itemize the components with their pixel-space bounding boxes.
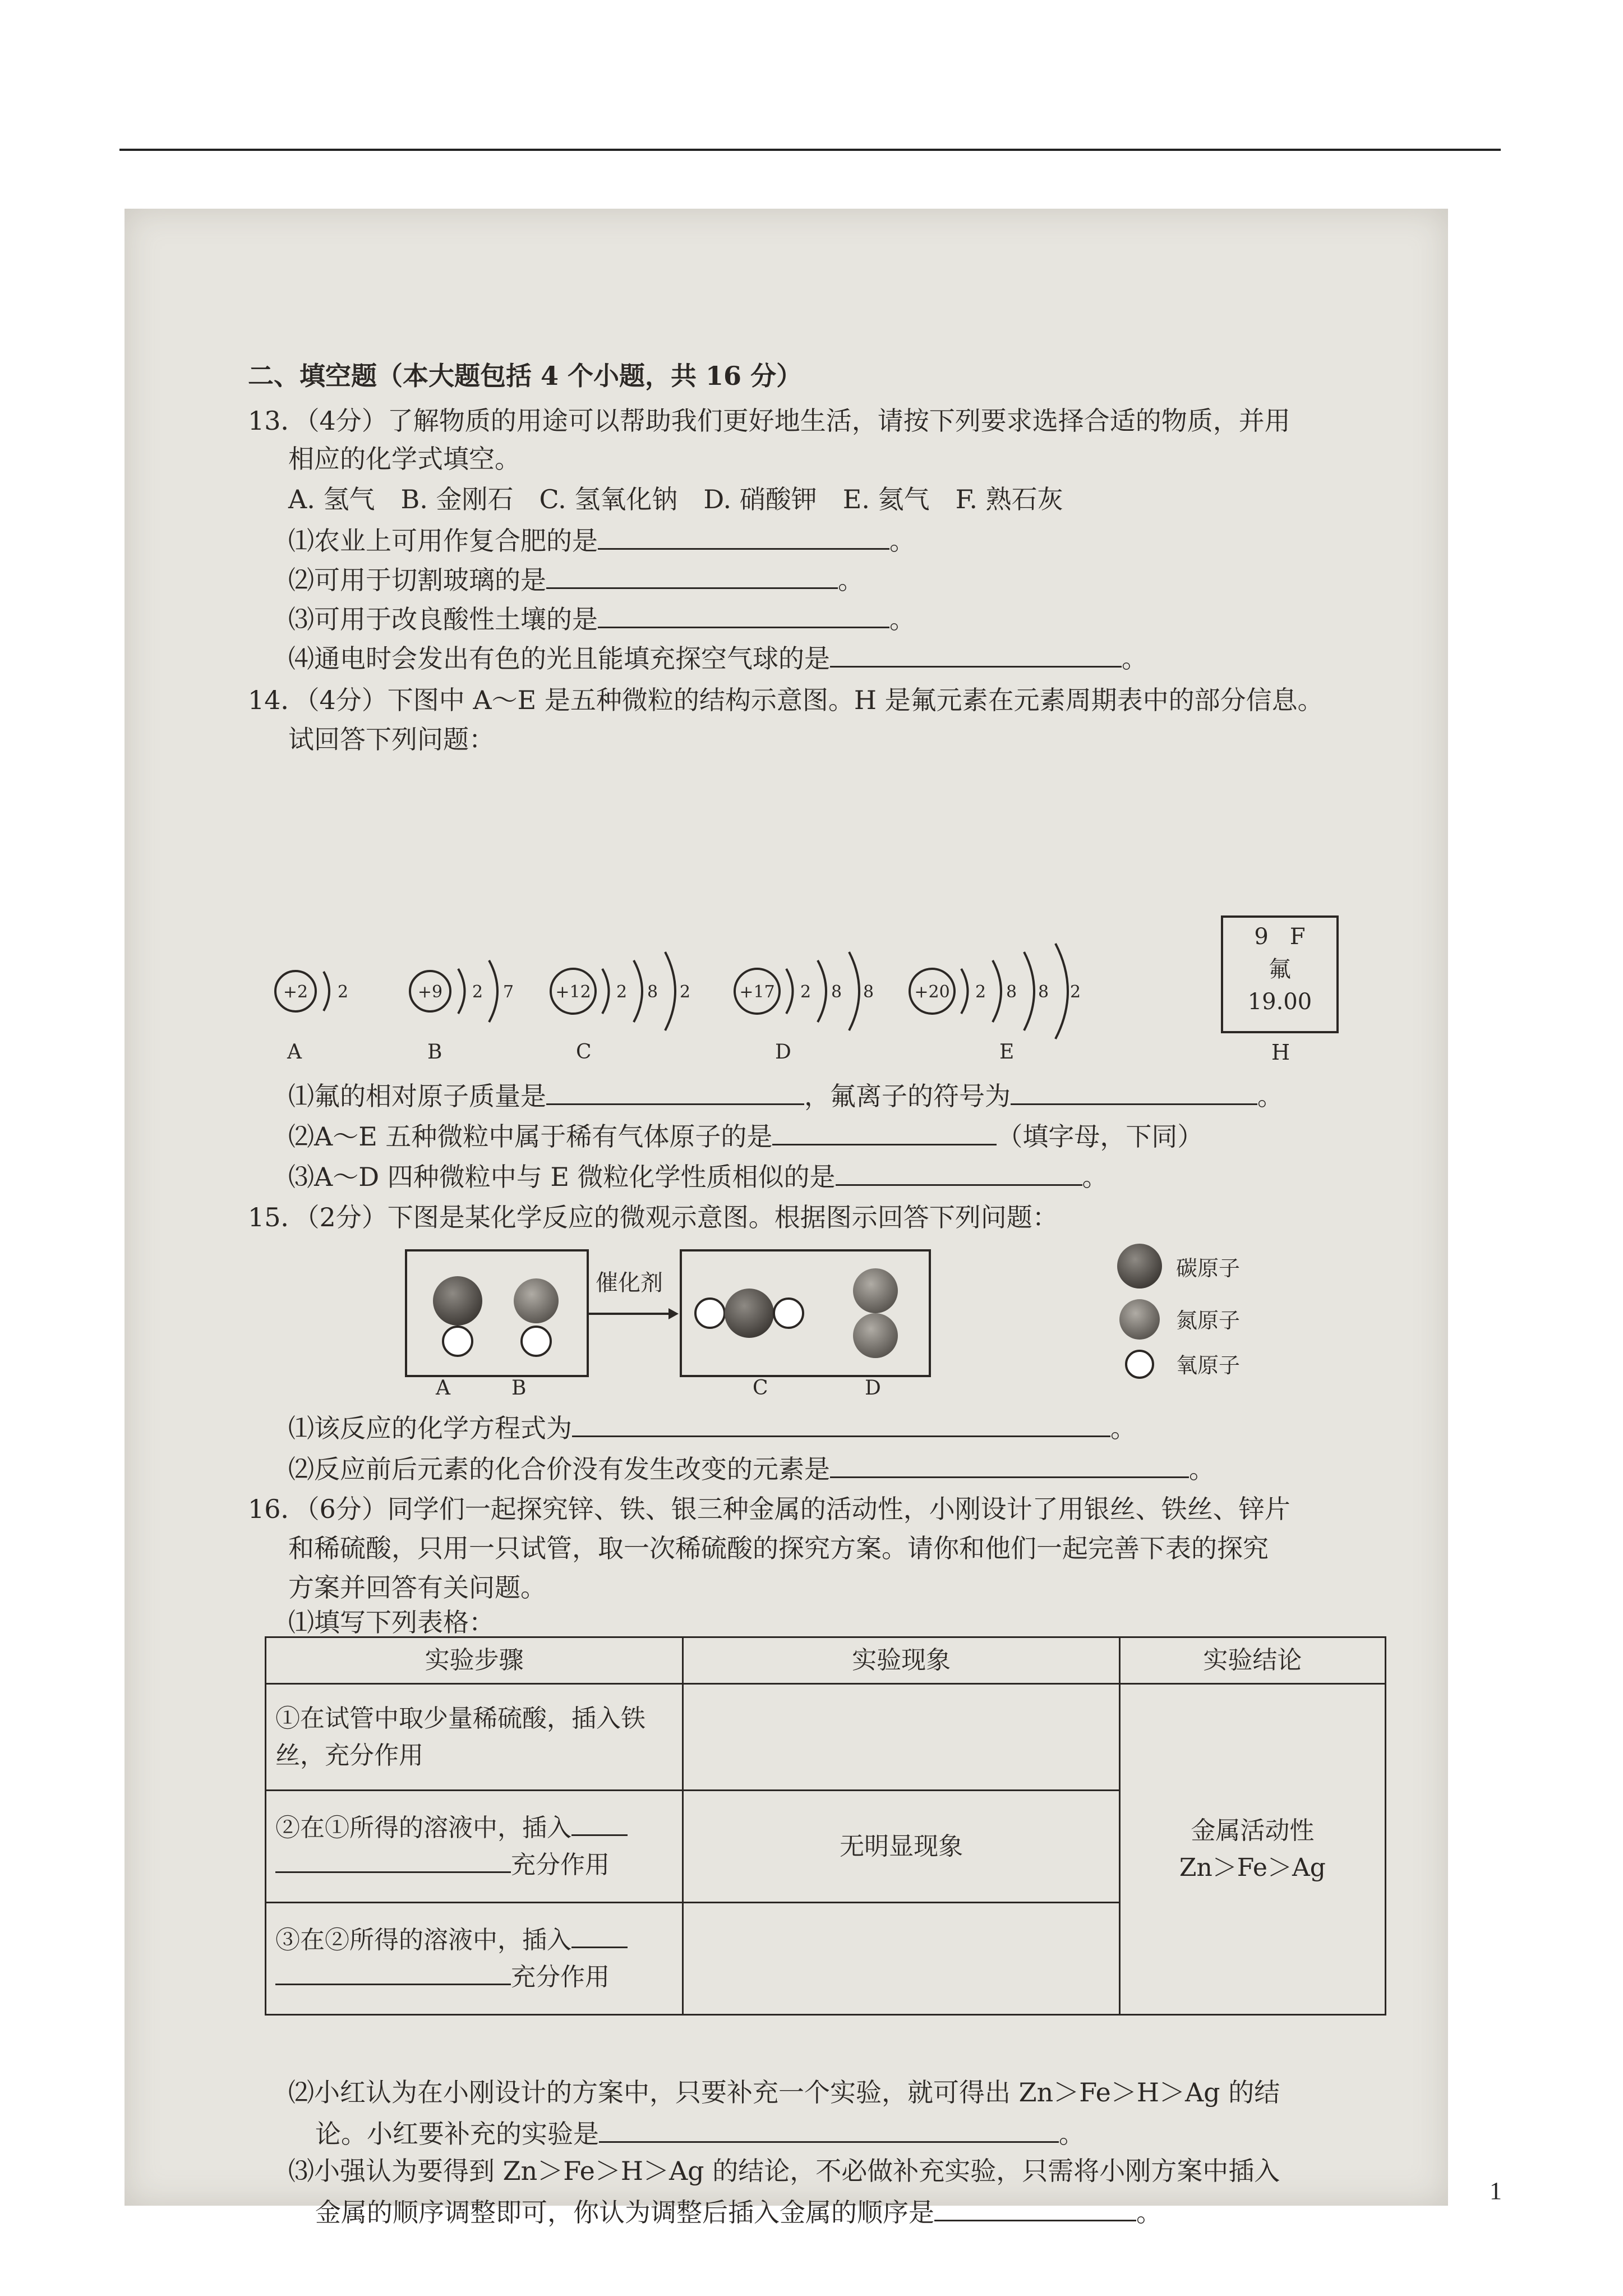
q16-sub-2: ⑵小红认为在小刚设计的方案中，只要补充一个实验，就可得出 Zn＞Fe＞H＞Ag 的结: [288, 2077, 1280, 2108]
table-header-row: [266, 1637, 1386, 1684]
answer-blank[interactable]: [772, 1121, 997, 1145]
atom-diagram-d: [735, 952, 874, 1064]
q15-sub-2: ⑵反应前后元素的化合价没有发生改变的元素是 。: [288, 1454, 1215, 1484]
step-3: ③在②所得的溶液中，插入 充分作用: [266, 1903, 683, 2015]
q16-stem: 16．（6分）同学们一起探究锌、铁、银三种金属的活动性，小刚设计了用银丝、铁丝、锌片: [248, 1494, 1290, 1524]
element-card-label: H: [1271, 1040, 1290, 1065]
carbon-atom: [725, 1289, 774, 1338]
answer-blank[interactable]: [836, 1162, 1082, 1186]
q15-stem: 15．（2分）下图是某化学反应的微观示意图。根据图示回答下列问题：: [248, 1202, 1058, 1232]
q16-sub-3-cont: 金属的顺序调整即可，你认为调整后插入金属的顺序是 。: [315, 2197, 1162, 2228]
element-name: 氟: [1269, 956, 1291, 982]
molecule-label-a: A: [436, 1377, 450, 1400]
answer-blank[interactable]: [599, 2119, 1059, 2143]
svg-text:+12: +12: [555, 982, 591, 1002]
table-row: [266, 1684, 1386, 1791]
atom-diagram-b: [410, 960, 514, 1064]
atom-legend-markers: [1112, 1241, 1168, 1387]
answer-blank[interactable]: [598, 526, 889, 550]
answer-blank[interactable]: [598, 604, 889, 628]
shell-electrons: 2: [338, 982, 349, 1002]
phenomenon-3-blank[interactable]: [683, 1903, 1119, 2015]
oxygen-atom: [443, 1327, 472, 1356]
q14-sub-2: ⑵A～E 五种微粒中属于稀有气体原子的是 （填字母，下同）: [288, 1121, 1204, 1152]
header-steps: 实验步骤: [266, 1637, 683, 1684]
oxygen-atom: [522, 1327, 551, 1356]
answer-blank[interactable]: [830, 1454, 1189, 1478]
q16-stem-cont: 和稀硫酸，只用一只试管，取一次稀硫酸的探究方案。请你和他们一起完善下表的探究: [288, 1533, 1269, 1563]
q13-stem-cont: 相应的化学式填空。: [288, 444, 520, 474]
svg-text:2: 2: [680, 982, 691, 1002]
answer-blank[interactable]: [1011, 1081, 1257, 1105]
svg-text:8: 8: [831, 982, 842, 1002]
svg-text:+20: +20: [914, 982, 950, 1002]
q16-sub-3: ⑶小强认为要得到 Zn＞Fe＞H＞Ag 的结论，不必做补充实验，只需将小刚方案中插入: [288, 2156, 1280, 2186]
step-2: ②在①所得的溶液中，插入 充分作用: [266, 1791, 683, 1903]
answer-blank[interactable]: [275, 1849, 511, 1873]
svg-text:D: D: [775, 1041, 791, 1064]
carbon-atom: [433, 1276, 482, 1326]
nitrogen-atom: [853, 1268, 898, 1313]
phenomenon-1-blank[interactable]: [683, 1684, 1119, 1791]
legend-nitrogen: 氮原子: [1176, 1308, 1241, 1333]
svg-text:E: E: [999, 1041, 1015, 1064]
reactant-molecules: [407, 1251, 587, 1375]
molecule-label-c: C: [753, 1377, 768, 1400]
scanned-exam-page: [125, 209, 1448, 2228]
q15-sub-1: ⑴该反应的化学方程式为 。: [288, 1413, 1136, 1443]
answer-blank[interactable]: [546, 565, 838, 589]
section-title: 二、填空题（本大题包括 4 个小题，共 16 分）: [248, 361, 803, 391]
reactants-box: [405, 1249, 589, 1377]
svg-text:8: 8: [1006, 982, 1017, 1002]
page-number: 1: [1490, 2177, 1502, 2205]
molecule-label-d: D: [865, 1377, 881, 1400]
catalyst-label: 催化剂: [596, 1270, 663, 1296]
product-molecules: [682, 1251, 929, 1375]
svg-text:2: 2: [800, 982, 811, 1002]
answer-blank[interactable]: [275, 1961, 511, 1985]
atomic-mass: 19.00: [1247, 989, 1312, 1015]
answer-blank[interactable]: [571, 1924, 628, 1948]
experiment-table: [265, 1636, 1386, 2016]
header-conclusion: 实验结论: [1119, 1637, 1385, 1684]
q13-item-1: ⑴农业上可用作复合肥的是 。: [288, 526, 915, 556]
answer-blank[interactable]: [934, 2197, 1136, 2221]
conclusion-line-2: Zn＞Fe＞Ag: [1179, 1853, 1326, 1882]
answer-blank[interactable]: [830, 643, 1122, 668]
q13-item-2: ⑵可用于切割玻璃的是 。: [288, 565, 864, 595]
svg-text:+17: +17: [739, 982, 775, 1002]
q14-sub-3: ⑶A～D 四种微粒中与 E 微粒化学性质相似的是 。: [288, 1162, 1108, 1192]
svg-text:B: B: [427, 1041, 442, 1064]
nitrogen-atom: [514, 1278, 559, 1323]
element-symbol: F: [1289, 924, 1306, 950]
nucleus-charge: +2: [283, 982, 308, 1002]
svg-text:2: 2: [472, 982, 483, 1002]
molecule-label-b: B: [511, 1377, 527, 1400]
periodic-table-cell-fluorine: [1221, 915, 1339, 1033]
svg-text:2: 2: [975, 982, 986, 1002]
atom-diagram-e: [910, 944, 1081, 1064]
q14-stem-cont: 试回答下列问题：: [288, 724, 495, 754]
q14-stem: 14．（4分）下图中 A～E 是五种微粒的结构示意图。H 是氟元素在元素周期表中的部分信息。: [248, 685, 1324, 715]
svg-text:7: 7: [503, 982, 514, 1002]
q14-sub-1: ⑴氟的相对原子质量是 ，氟离子的符号为 。: [288, 1081, 1283, 1111]
header-phenomenon: 实验现象: [683, 1637, 1119, 1684]
q16-sub-1: ⑴填写下列表格：: [288, 1607, 495, 1637]
q13-options: A. 氢气 B. 金刚石 C. 氢氧化钠 D. 硝酸钾 E. 氦气 F. 熟石灰: [288, 484, 1063, 514]
svg-text:C: C: [576, 1041, 592, 1064]
oxygen-atom: [774, 1299, 803, 1328]
answer-blank[interactable]: [546, 1081, 804, 1105]
svg-text:8: 8: [647, 982, 658, 1002]
step-1: ①在试管中取少量稀硫酸，插入铁丝，充分作用: [266, 1684, 683, 1791]
atom-label: A: [287, 1041, 302, 1064]
atomic-number: 9: [1254, 924, 1269, 950]
atom-structure-diagrams: [248, 938, 1370, 1067]
phenomenon-2: 无明显现象: [683, 1791, 1119, 1903]
q13-stem: 13．（4分）了解物质的用途可以帮助我们更好地生活，请按下列要求选择合适的物质，并用: [248, 406, 1290, 436]
svg-text:+9: +9: [417, 982, 443, 1002]
nitrogen-atom: [853, 1313, 898, 1358]
legend-oxygen: 氧原子: [1176, 1353, 1241, 1378]
svg-text:8: 8: [1038, 982, 1049, 1002]
oxygen-atom: [695, 1299, 725, 1328]
conclusion-cell: [1119, 1684, 1385, 2015]
atom-diagram-a: [275, 971, 348, 1064]
q16-stem-cont-2: 方案并回答有关问题。: [288, 1572, 546, 1603]
q16-sub-2-cont: 论。小红要补充的实验是 。: [315, 2119, 1085, 2149]
svg-text:8: 8: [863, 982, 874, 1002]
atom-diagram-c: [551, 952, 690, 1064]
q13-item-3: ⑶可用于改良酸性土壤的是 。: [288, 604, 915, 634]
answer-blank[interactable]: [572, 1413, 1110, 1437]
legend-carbon: 碳原子: [1176, 1256, 1241, 1281]
svg-text:2: 2: [616, 982, 628, 1002]
reaction-arrow: [584, 1305, 680, 1322]
q13-item-4: ⑷通电时会发出有色的光且能填充探空气球的是 。: [288, 643, 1147, 674]
header-rule: [119, 149, 1501, 151]
products-box: [680, 1249, 931, 1377]
conclusion-line-1: 金属活动性: [1191, 1816, 1315, 1845]
svg-text:2: 2: [1070, 982, 1081, 1002]
answer-blank[interactable]: [571, 1812, 628, 1836]
